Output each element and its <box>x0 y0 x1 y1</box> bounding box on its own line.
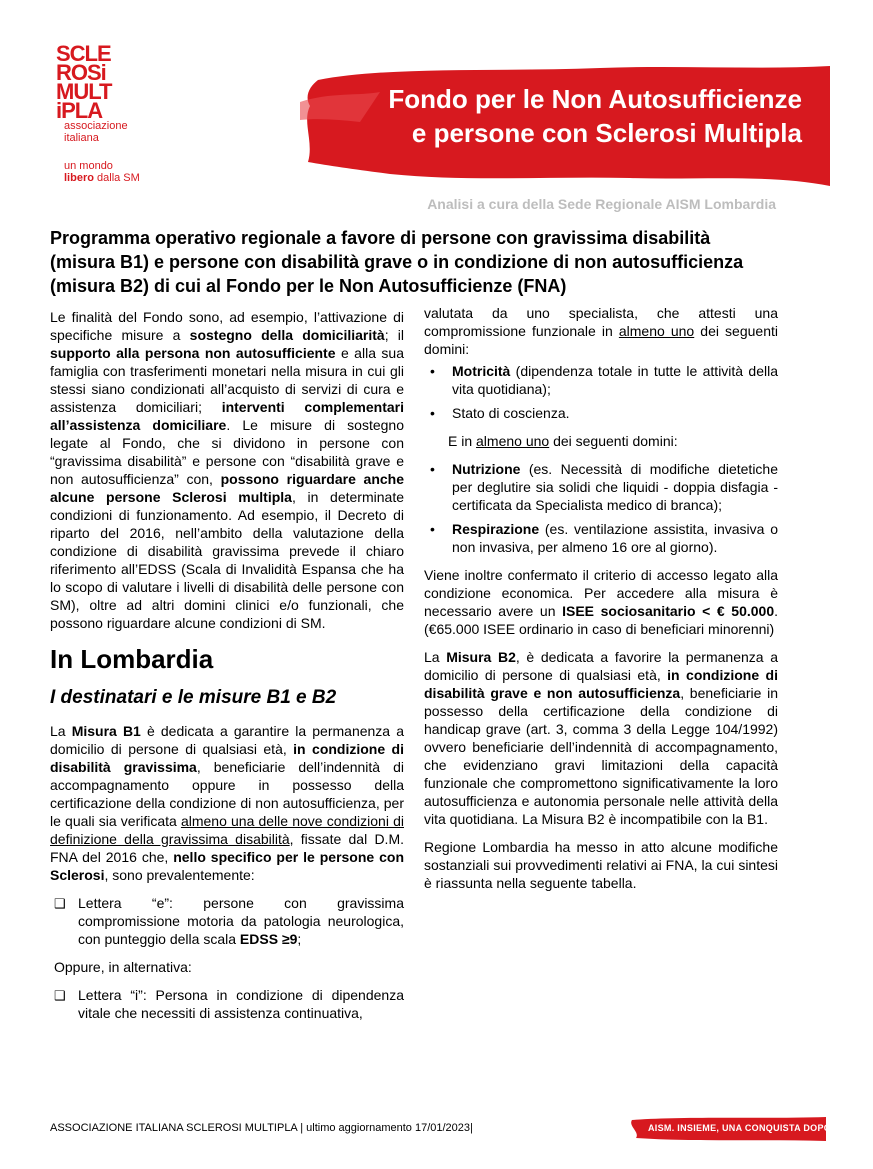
section-heading: In Lombardia <box>50 644 214 674</box>
bold-text: in condizione di disabilità grave e non autosufficienza <box>424 667 778 701</box>
domain-list <box>424 460 778 556</box>
bold-text: nello specifico per le persone con Sclerosi <box>50 849 405 883</box>
text: La <box>424 649 447 665</box>
list-item <box>424 520 778 556</box>
condition-list <box>50 986 404 1022</box>
banner-title-line-2: e persone con Sclerosi Multipla <box>411 118 802 148</box>
bold-text: EDSS ≥9 <box>239 931 298 947</box>
bold-text: sostegno della domiciliarità <box>189 327 385 343</box>
logo-tagline <box>64 160 152 184</box>
tagline-line-1: un mondo <box>64 160 113 172</box>
bullet-icon: • <box>430 521 435 537</box>
text: (es. ventilazione assistita, invasiva o non invasiva, per almeno 16 ore al giorno). <box>452 521 778 555</box>
text: dei seguenti domini: <box>549 433 678 449</box>
condition-list <box>50 894 404 948</box>
text: , in determinate condizioni di funzionamento. Ad esempio, il Decreto di riparto del 2016, nell’ambito della valutazione della condizione di disabilità gravissima prevede il chiaro riferimento all’EDSS (Scala di Invalidità Espansa che ha lo scopo di valutare i livelli di disabilità delle persone con SM), oltre ad altri domini clinici e/o funzionali, che possono riguardare alcune condizioni di SM. <box>50 489 404 631</box>
underlined-text: almeno una delle nove condizioni di definizione della gravissima disabilità <box>50 813 404 847</box>
domain-intro <box>424 432 778 450</box>
bold-text: interventi complementari all’assistenza domiciliare <box>50 399 404 433</box>
bold-text: supporto alla persona non autosufficiente <box>50 345 336 361</box>
list-item <box>424 460 778 514</box>
title-banner <box>300 62 830 186</box>
continuation-paragraph <box>424 304 778 358</box>
logo-assoc-line: italiana <box>64 132 99 144</box>
text: E in <box>448 433 477 449</box>
document-title: Programma operativo regionale a favore di persone con gravissima disabilità (misura B1) e persone con disabilità grave o in condizione di non autosufficienza (misura B2) di cui al Fondo per le Non Autosufficienze (FNA) <box>50 228 744 296</box>
banner-title-line-1: Fondo per le Non Autosufficienze <box>388 84 802 114</box>
text: . (€65.000 ISEE ordinario in caso di beneficiari minorenni) <box>424 603 779 637</box>
text: Le finalità del Fondo sono, ad esempio, l’attivazione di specifiche misure a <box>50 309 404 343</box>
logo-line: ROSi <box>56 60 106 85</box>
text: ; <box>297 931 302 947</box>
misura-b1-paragraph <box>50 722 404 884</box>
domain-list <box>424 362 778 422</box>
logo-line: iPLA <box>56 98 103 123</box>
subheading: Analisi a cura della Sede Regionale AISM Lombardia <box>427 196 776 212</box>
text: e alla sua famiglia con trasferimenti monetari nella misura in cui gli stessi siano condizionati all’acquisto di servizi di cura e assistenza domiciliari; <box>50 345 405 415</box>
text: , fissate dal D.M. FNA del 2016 che, <box>50 831 404 865</box>
underlined-text: almeno uno <box>618 323 695 339</box>
aism-logo <box>56 41 152 184</box>
bullet-icon: • <box>430 363 435 379</box>
bold-text: Misura B1 <box>71 723 141 739</box>
text: dei seguenti domini: <box>424 323 778 357</box>
bold-text: possono riguardare anche alcune persone Sclerosi multipla <box>50 471 404 505</box>
tagline-line-2 <box>64 172 152 184</box>
alternative-label: Oppure, in alternativa: <box>54 959 192 975</box>
text: Stato di coscienza. <box>452 405 570 421</box>
intro-paragraph <box>50 308 404 632</box>
logo-line: SCLE <box>56 41 111 66</box>
list-item <box>424 404 778 422</box>
tagline-bold: libero <box>64 172 94 184</box>
text: (dipendenza totale in tutte le attività della vita quotidiana); <box>452 363 778 397</box>
bullet-icon: • <box>430 461 435 477</box>
text: è dedicata a garantire la permanenza a domicilio di persone di qualsiasi età, <box>50 723 404 757</box>
bold-text: Respirazione <box>452 521 540 537</box>
slogan-text: AISM. INSIEME, UNA CONQUISTA DOPO L’ALTRA <box>648 1123 873 1133</box>
isee-paragraph <box>424 566 778 638</box>
tagline-rest: dalla SM <box>93 172 140 184</box>
text: Lettera “e”: persone con gravissima compromissione motoria da patologia neurologica, con punteggio della scala <box>78 895 404 947</box>
text: . Le misure di sostegno legate al Fondo, che si dividono in persone con “gravissima disabilità” e persone con “disabilità grave e non autosufficienza” con, <box>50 417 404 487</box>
list-item <box>50 894 404 948</box>
lombardia-paragraph: Regione Lombardia ha messo in atto alcune modifiche sostanziali sui provvedimenti relativi ai FNA, la cui sintesi è riassunta nella seguente tabella. <box>424 839 778 891</box>
underlined-text: almeno uno <box>476 433 550 449</box>
text: ; il <box>384 327 405 343</box>
list-item <box>424 362 778 398</box>
logo-line: MULT <box>56 79 112 104</box>
checkbox-icon: ❑ <box>54 988 66 1003</box>
text: , beneficiarie dell’indennità di accompagnamento oppure in possesso della certificazione della condizione di non autosufficienza, per le quali sia verificata <box>50 759 404 829</box>
bold-text: Nutrizione <box>452 461 521 477</box>
bold-text: Motricità <box>452 363 511 379</box>
footer-text: ASSOCIAZIONE ITALIANA SCLEROSI MULTIPLA | ultimo aggiornamento 17/01/2023| <box>50 1122 473 1134</box>
logo-assoc-line: associazione <box>64 120 128 132</box>
bullet-icon: • <box>430 405 435 421</box>
text: valutata da uno specialista, che attesti una compromissione funzionale in <box>424 305 778 339</box>
misura-b2-paragraph <box>424 648 778 828</box>
bold-text: ISEE sociosanitario < € 50.000 <box>562 603 775 619</box>
text: , sono prevalentemente: <box>104 867 255 883</box>
bold-text: Misura B2 <box>446 649 516 665</box>
checkbox-icon: ❑ <box>54 896 66 911</box>
text: Lettera “i”: Persona in condizione di dipendenza vitale che necessiti di assistenza continuativa, <box>78 987 404 1021</box>
text: La <box>50 723 72 739</box>
right-column <box>424 304 778 902</box>
left-column <box>50 308 404 1032</box>
text: (es. Necessità di modifiche dietetiche per deglutire sia solidi che liquidi - doppia disfagia - certificata da Specialista medico di branca); <box>452 461 778 513</box>
text: , è dedicata a favorire la permanenza a domicilio di persone di qualsiasi età, <box>424 649 778 683</box>
list-item <box>50 986 404 1022</box>
bold-text: in condizione di disabilità gravissima <box>50 741 404 775</box>
text: Viene inoltre confermato il criterio di accesso legato alla condizione economica. Per accedere alla misura è necessario avere un <box>424 567 778 619</box>
slogan-ribbon <box>626 1116 873 1142</box>
text: , beneficiarie in possesso della certificazione della condizione di handicap grave (art. 3, comma 3 della Legge 104/1992) ovvero beneficiarie dell’indennità di accompagnamento, che evidenziano gravi limitazioni della capacità funzionale che compromettono significativamente la loro autosufficienza e autonomia personale nelle attività della vita quotidiana. La Misura B2 è incompatibile con la B1. <box>424 685 778 827</box>
subsection-heading: I destinatari e le misure B1 e B2 <box>50 687 337 708</box>
